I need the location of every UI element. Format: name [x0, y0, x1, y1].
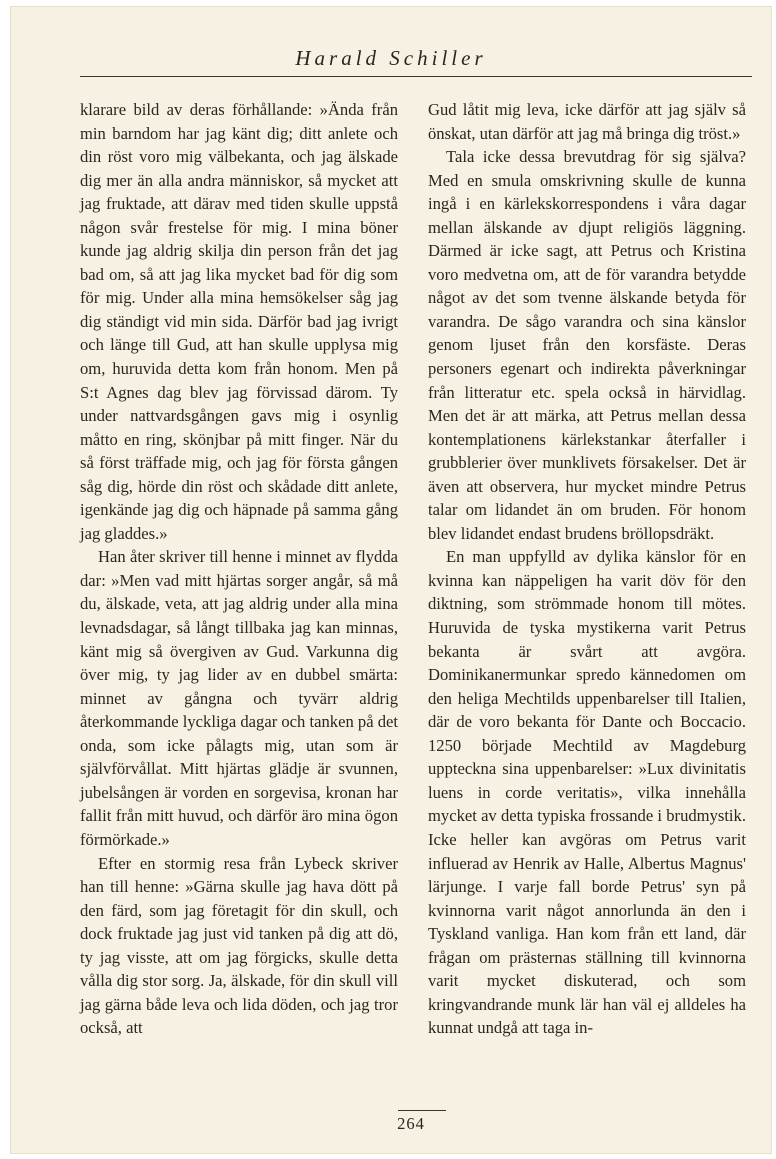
page-number: 264	[397, 1114, 425, 1133]
footer-rule	[398, 1110, 446, 1111]
right-column	[428, 98, 746, 1040]
left-paragraph-1: klarare bild av deras förhållande: »Ända från min barndom har jag känt dig; ditt anlete och din röst voro mig välbekanta, och jag älskade dig mer än alla andra människor, så mycket att jag fruktade, att därav med tiden skulle uppstå någon svår frestelse för mig. I mina böner kunde jag aldrig skilja din person från det jag bad om, så att jag lika mycket bad för dig som för mig. Under alla mina hemsökelser såg jag dig ständigt vid min sida. Därför bad jag ivrigt och länge till Gud, att han skulle upplysa mig om, huruvida detta kom från honom. Men på S:t Agnes dag blev jag förvissad därom. Ty under nattvardsgången gavs mig i osynlig måtto en ring, skönjbar på mitt finger. När du så först träffade mig, och jag för första gången såg dig, hörde din röst och skådade ditt anlete, igenkände jag dig och häpnade på samma gång jag gladdes.»	[80, 100, 398, 543]
header-rule	[80, 76, 752, 77]
right-paragraph-1: Gud låtit mig leva, icke därför att jag själv så önskat, utan därför att jag må bringa dig tröst.»	[428, 100, 746, 143]
left-column	[80, 98, 398, 1040]
book-page	[10, 6, 772, 1154]
left-paragraph-2: Han åter skriver till henne i minnet av flydda dar: »Men vad mitt hjärtas sorger angår, så må du, älskade, veta, att jag aldrig under alla mina levnadsdagar, så långt tillbaka jag kan minnas, känt mig så övergiven av Gud. Varkunna dig över mig, ty jag lider av en dubbel smärta: minnet av gångna och tyvärr aldrig återkommande lyckliga dagar och tanken på det onda, som icke pålagts mig, utan som är självförvållat. Mitt hjärtas glädje är svunnen, jubelsången är vorden en sorgevisa, kronan har fallit från mitt huvud, och därför äro mina ögon förmörkade.»	[80, 547, 398, 849]
right-paragraph-3: En man uppfylld av dylika känslor för en kvinna kan näppeligen ha varit döv för den diktning, som strömmade honom till mötes. Huruvida de tyska mystikerna varit Petrus bekanta är svårt att avgöra. Dominikanermunkar spredo kännedomen om den heliga Mechtilds uppenbarelser till Italien, där de voro bekanta för Dante och Boccacio. 1250 började Mechtild av Magdeburg uppteckna sina uppenbarelser: »Lux divinitatis luens in corde veritatis», vilka innehålla mycket av detta typiska frossande i brudmystik. Icke heller kan avgöras om Petrus varit influerad av Henrik av Halle, Albertus Magnus' lärjunge. I varje fall borde Petrus' syn på kvinnorna varit något annorlunda än den i Tyskland vanliga. Han kom från ett land, där frågan om prästernas ställning till kvinnorna varit mycket diskuterad, och som kringvandrande munk lär han väl ej alldeles ha kunnat undgå att taga in-	[428, 547, 746, 1038]
left-paragraph-3: Efter en stormig resa från Lybeck skriver han till henne: »Gärna skulle jag hava dött på den färd, som jag företagit för din skull, och dock fruktade jag just vid tanken på dig att dö, ty jag visste, att om jag förgicks, skulle detta vålla dig stor sorg. Ja, älskade, för din skull vill jag gärna både leva och lida döden, och jag tror också, att	[80, 853, 398, 1038]
running-header: Harald Schiller	[295, 46, 487, 70]
right-paragraph-2: Tala icke dessa brevutdrag för sig själva? Med en smula omskrivning skulle de kunna ingå i en kärlekskorrespondens i våra dagar mellan älskande av djupt religiös läggning. Därmed är icke sagt, att Petrus och Kristina voro medvetna om, att de för varandra betydde något av det som tvenne älskande betyda för varandra. De sågo varandra och sina känslor genom ljuset från den korsfäste. Deras personers egenart och indirekta påverkningar från litteratur etc. spela också in härvidlag. Men det är att märka, att Petrus mellan dessa kontemplationens kärlekstankar återfaller i grubblerier över munklivets försakelser. Det är även att observera, hur mycket mindre Petrus talar om lidandet än om bruden. För honom blev lidandet endast brudens bröllopsdräkt.	[428, 147, 746, 543]
